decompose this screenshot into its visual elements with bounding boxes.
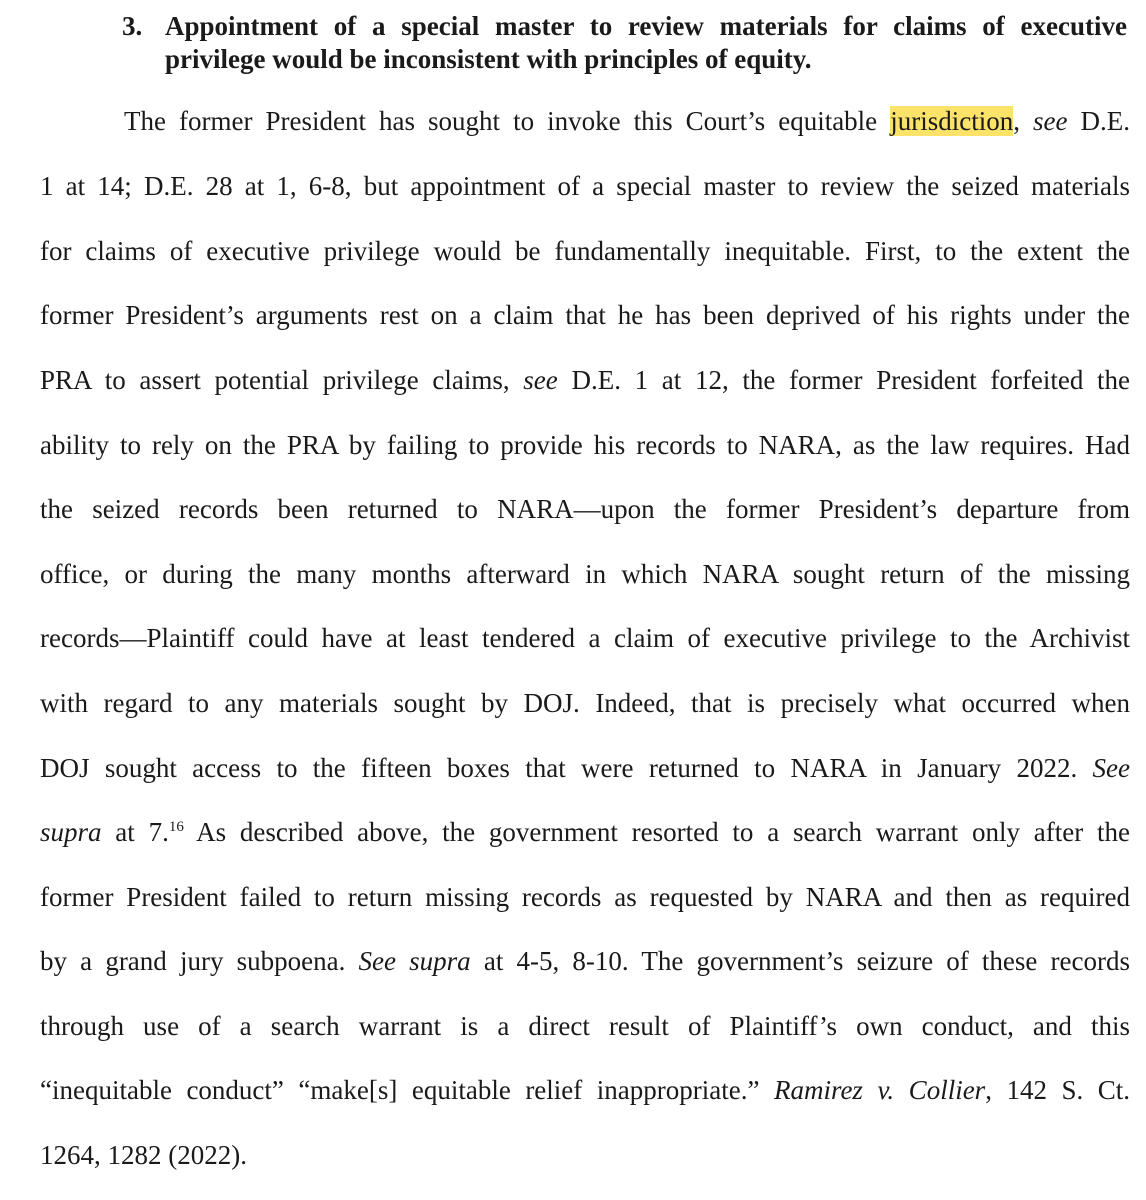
- paragraph-line: the seized records been returned to NARA—upon the former President’s departure from: [40, 494, 1130, 524]
- paragraph-line: [40, 1073, 1130, 1107]
- italic-text: supra: [40, 817, 102, 847]
- paragraph-line: through use of a search warrant is a direct result of Plaintiff’s own conduct, and this: [40, 1011, 1130, 1041]
- paragraph-line: [40, 363, 1130, 397]
- text-run: D.E. 1 at 12, the former President forfeited the: [557, 365, 1130, 395]
- paragraph-line: former President failed to return missing records as requested by NARA and then as required: [40, 882, 1130, 912]
- paragraph-line: with regard to any materials sought by DOJ. Indeed, that is precisely what occurred when: [40, 688, 1130, 718]
- text-run: The former President has sought to invoke this Court’s equitable: [124, 106, 891, 136]
- text-run: “inequitable conduct” “make[s] equitable relief inappropriate.”: [40, 1075, 774, 1105]
- text-run: D.E.: [1067, 106, 1130, 136]
- paragraph-line: office, or during the many months afterward in which NARA sought return of the missing: [40, 559, 1130, 589]
- paragraph-line: [124, 104, 1130, 138]
- paragraph-line: records—Plaintiff could have at least tendered a claim of executive privilege to the Archivist: [40, 623, 1130, 653]
- italic-text: See supra: [358, 946, 471, 976]
- italic-text: Ramirez v. Collier: [773, 1075, 986, 1105]
- italic-text: see: [1032, 106, 1068, 136]
- italic-text: see: [523, 365, 558, 395]
- text-run: at 4-5, 8-10. The government’s seizure of these records: [470, 946, 1130, 976]
- text-run: As described above, the government resorted to a search warrant only after the: [183, 817, 1130, 847]
- italic-text: See: [1092, 753, 1130, 783]
- section-title: Appointment of a special master to review materials for claims of executive privilege would be inconsistent with principles of equity.: [165, 11, 1127, 74]
- paragraph-line: [40, 751, 1130, 785]
- paragraph-line: 1264, 1282 (2022).: [40, 1140, 247, 1170]
- paragraph-line: former President’s arguments rest on a claim that he has been deprived of his rights under the: [40, 300, 1130, 330]
- paragraph-line: 1 at 14; D.E. 28 at 1, 6-8, but appointment of a special master to review the seized materials: [40, 171, 1130, 201]
- text-run: by a grand jury subpoena.: [40, 946, 359, 976]
- footnote-marker[interactable]: 16: [168, 819, 184, 835]
- text-run: ,: [1013, 106, 1033, 136]
- text-run: PRA to assert potential privilege claims,: [40, 365, 524, 395]
- paragraph-line: ability to rely on the PRA by failing to provide his records to NARA, as the law requires. Had: [40, 430, 1130, 460]
- highlighted-word: jurisdiction: [890, 106, 1014, 136]
- text-run: at 7.: [101, 817, 169, 847]
- text-run: DOJ sought access to the fifteen boxes that were returned to NARA in January 2022.: [40, 753, 1093, 783]
- paragraph-line: [40, 815, 1130, 849]
- section-number: 3.: [122, 11, 143, 41]
- paragraph-line: for claims of executive privilege would be fundamentally inequitable. First, to the extent the: [40, 236, 1130, 266]
- text-run: , 142 S. Ct.: [985, 1075, 1130, 1105]
- paragraph-line: [40, 944, 1130, 978]
